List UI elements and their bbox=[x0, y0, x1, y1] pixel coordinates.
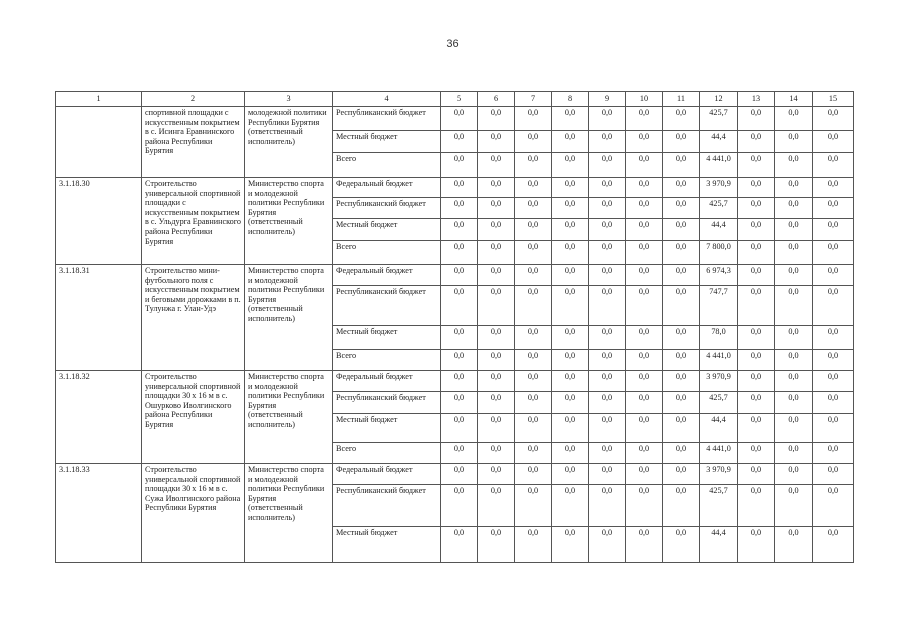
value-cell: 0,0 bbox=[775, 414, 813, 443]
value-cell: 0,0 bbox=[813, 350, 854, 371]
value-cell: 7 800,0 bbox=[700, 241, 738, 265]
value-cell: 0,0 bbox=[478, 350, 515, 371]
value-cell: 0,0 bbox=[813, 241, 854, 265]
value-cell: 0,0 bbox=[663, 350, 700, 371]
value-cell: 0,0 bbox=[552, 198, 589, 219]
value-cell: 0,0 bbox=[589, 464, 626, 485]
funding-source: Республиканский бюджет bbox=[333, 392, 441, 414]
value-cell: 0,0 bbox=[589, 241, 626, 265]
value-cell: 0,0 bbox=[589, 392, 626, 414]
column-header: 9 bbox=[589, 92, 626, 107]
table-row bbox=[56, 371, 854, 392]
value-cell: 0,0 bbox=[589, 414, 626, 443]
value-cell: 0,0 bbox=[626, 198, 663, 219]
value-cell: 0,0 bbox=[663, 371, 700, 392]
value-cell: 0,0 bbox=[738, 265, 775, 286]
column-header: 7 bbox=[515, 92, 552, 107]
value-cell: 0,0 bbox=[663, 527, 700, 563]
value-cell: 0,0 bbox=[738, 131, 775, 153]
value-cell: 0,0 bbox=[515, 527, 552, 563]
funding-source: Федеральный бюджет bbox=[333, 464, 441, 485]
value-cell: 0,0 bbox=[775, 153, 813, 178]
value-cell: 0,0 bbox=[775, 464, 813, 485]
value-cell: 0,0 bbox=[441, 485, 478, 527]
row-executor: молодежной политики Республики Бурятия (ответственный исполнитель) bbox=[245, 107, 333, 178]
row-name: спортивной площадки с искусственным покрытием в с. Исинга Еравнинского района Республики Бурятия bbox=[142, 107, 245, 178]
value-cell: 0,0 bbox=[626, 326, 663, 350]
value-cell: 0,0 bbox=[813, 371, 854, 392]
column-header: 1 bbox=[56, 92, 142, 107]
value-cell: 0,0 bbox=[663, 392, 700, 414]
value-cell: 0,0 bbox=[589, 350, 626, 371]
value-cell: 0,0 bbox=[552, 485, 589, 527]
value-cell: 0,0 bbox=[813, 198, 854, 219]
funding-source: Местный бюджет bbox=[333, 326, 441, 350]
value-cell: 0,0 bbox=[626, 131, 663, 153]
value-cell: 0,0 bbox=[441, 241, 478, 265]
value-cell: 0,0 bbox=[441, 265, 478, 286]
value-cell: 0,0 bbox=[775, 265, 813, 286]
value-cell: 0,0 bbox=[626, 485, 663, 527]
value-cell: 0,0 bbox=[478, 219, 515, 241]
value-cell: 0,0 bbox=[626, 371, 663, 392]
value-cell: 0,0 bbox=[552, 392, 589, 414]
row-code: 3.1.18.32 bbox=[56, 371, 142, 464]
row-name: Строительство универсальной спортивной площадки с искусственным покрытием в с. Ульдурга Еравнинского района Республики Бурятия bbox=[142, 178, 245, 265]
value-cell: 3 970,9 bbox=[700, 464, 738, 485]
value-cell: 0,0 bbox=[813, 527, 854, 563]
value-cell: 0,0 bbox=[626, 286, 663, 326]
value-cell: 3 970,9 bbox=[700, 178, 738, 198]
row-executor: Министерство спорта и молодежной политики Республики Бурятия (ответственный исполнитель) bbox=[245, 178, 333, 265]
value-cell: 0,0 bbox=[813, 443, 854, 464]
value-cell: 0,0 bbox=[589, 485, 626, 527]
value-cell: 0,0 bbox=[441, 286, 478, 326]
table-row bbox=[56, 464, 854, 485]
value-cell: 0,0 bbox=[478, 527, 515, 563]
value-cell: 44,4 bbox=[700, 131, 738, 153]
value-cell: 0,0 bbox=[813, 464, 854, 485]
column-header: 4 bbox=[333, 92, 441, 107]
value-cell: 0,0 bbox=[738, 198, 775, 219]
value-cell: 0,0 bbox=[775, 371, 813, 392]
value-cell: 0,0 bbox=[478, 443, 515, 464]
value-cell: 0,0 bbox=[552, 265, 589, 286]
row-executor: Министерство спорта и молодежной политики Республики Бурятия (ответственный исполнитель) bbox=[245, 371, 333, 464]
value-cell: 0,0 bbox=[515, 392, 552, 414]
value-cell: 0,0 bbox=[552, 326, 589, 350]
value-cell: 0,0 bbox=[478, 286, 515, 326]
value-cell: 0,0 bbox=[663, 178, 700, 198]
value-cell: 0,0 bbox=[626, 153, 663, 178]
row-name: Строительство мини-футбольного поля с искусственным покрытием и беговыми дорожками в п. Тулунжа г. Улан-Удэ bbox=[142, 265, 245, 371]
value-cell: 0,0 bbox=[813, 485, 854, 527]
value-cell: 0,0 bbox=[663, 153, 700, 178]
value-cell: 0,0 bbox=[775, 198, 813, 219]
funding-source: Всего bbox=[333, 241, 441, 265]
value-cell: 78,0 bbox=[700, 326, 738, 350]
funding-source: Республиканский бюджет bbox=[333, 198, 441, 219]
value-cell: 0,0 bbox=[552, 178, 589, 198]
value-cell: 0,0 bbox=[515, 265, 552, 286]
value-cell: 0,0 bbox=[813, 107, 854, 131]
value-cell: 0,0 bbox=[441, 350, 478, 371]
value-cell: 0,0 bbox=[552, 371, 589, 392]
value-cell: 0,0 bbox=[478, 178, 515, 198]
value-cell: 0,0 bbox=[626, 178, 663, 198]
value-cell: 0,0 bbox=[663, 265, 700, 286]
value-cell: 0,0 bbox=[626, 219, 663, 241]
value-cell: 0,0 bbox=[626, 265, 663, 286]
column-header: 14 bbox=[775, 92, 813, 107]
value-cell: 0,0 bbox=[478, 485, 515, 527]
value-cell: 0,0 bbox=[626, 241, 663, 265]
funding-source: Федеральный бюджет bbox=[333, 265, 441, 286]
funding-source: Федеральный бюджет bbox=[333, 178, 441, 198]
value-cell: 0,0 bbox=[478, 131, 515, 153]
column-header: 10 bbox=[626, 92, 663, 107]
value-cell: 0,0 bbox=[738, 443, 775, 464]
column-header: 6 bbox=[478, 92, 515, 107]
value-cell: 0,0 bbox=[552, 241, 589, 265]
value-cell: 0,0 bbox=[552, 153, 589, 178]
value-cell: 0,0 bbox=[515, 131, 552, 153]
value-cell: 0,0 bbox=[738, 178, 775, 198]
value-cell: 0,0 bbox=[478, 198, 515, 219]
column-header: 2 bbox=[142, 92, 245, 107]
value-cell: 0,0 bbox=[663, 414, 700, 443]
value-cell: 0,0 bbox=[478, 153, 515, 178]
value-cell: 0,0 bbox=[515, 286, 552, 326]
value-cell: 0,0 bbox=[813, 286, 854, 326]
value-cell: 425,7 bbox=[700, 485, 738, 527]
value-cell: 4 441,0 bbox=[700, 443, 738, 464]
value-cell: 0,0 bbox=[738, 153, 775, 178]
value-cell: 0,0 bbox=[589, 219, 626, 241]
value-cell: 0,0 bbox=[738, 527, 775, 563]
value-cell: 0,0 bbox=[515, 464, 552, 485]
value-cell: 0,0 bbox=[441, 219, 478, 241]
row-name: Строительство универсальной спортивной площадки 30 х 16 м в с. Ошурково Иволгинского района Республики Бурятия bbox=[142, 371, 245, 464]
value-cell: 0,0 bbox=[663, 464, 700, 485]
value-cell: 0,0 bbox=[738, 350, 775, 371]
value-cell: 0,0 bbox=[775, 443, 813, 464]
value-cell: 0,0 bbox=[738, 464, 775, 485]
value-cell: 0,0 bbox=[738, 241, 775, 265]
value-cell: 4 441,0 bbox=[700, 350, 738, 371]
value-cell: 0,0 bbox=[775, 219, 813, 241]
value-cell: 0,0 bbox=[589, 371, 626, 392]
value-cell: 0,0 bbox=[813, 131, 854, 153]
value-cell: 0,0 bbox=[813, 178, 854, 198]
value-cell: 0,0 bbox=[775, 286, 813, 326]
funding-source: Всего bbox=[333, 350, 441, 371]
value-cell: 0,0 bbox=[552, 350, 589, 371]
value-cell: 0,0 bbox=[589, 326, 626, 350]
funding-source: Республиканский бюджет bbox=[333, 107, 441, 131]
value-cell: 0,0 bbox=[552, 527, 589, 563]
value-cell: 0,0 bbox=[515, 485, 552, 527]
row-code: 3.1.18.33 bbox=[56, 464, 142, 563]
funding-source: Местный бюджет bbox=[333, 219, 441, 241]
value-cell: 0,0 bbox=[441, 107, 478, 131]
value-cell: 0,0 bbox=[813, 153, 854, 178]
value-cell: 0,0 bbox=[515, 414, 552, 443]
value-cell: 0,0 bbox=[626, 443, 663, 464]
table-row bbox=[56, 107, 854, 131]
value-cell: 0,0 bbox=[552, 414, 589, 443]
value-cell: 0,0 bbox=[775, 107, 813, 131]
column-header: 11 bbox=[663, 92, 700, 107]
value-cell: 0,0 bbox=[738, 219, 775, 241]
value-cell: 0,0 bbox=[813, 392, 854, 414]
value-cell: 0,0 bbox=[589, 265, 626, 286]
value-cell: 0,0 bbox=[515, 326, 552, 350]
value-cell: 0,0 bbox=[775, 241, 813, 265]
value-cell: 0,0 bbox=[478, 265, 515, 286]
value-cell: 0,0 bbox=[589, 527, 626, 563]
funding-source: Всего bbox=[333, 153, 441, 178]
value-cell: 6 974,3 bbox=[700, 265, 738, 286]
value-cell: 0,0 bbox=[813, 326, 854, 350]
value-cell: 0,0 bbox=[552, 107, 589, 131]
row-executor: Министерство спорта и молодежной политики Республики Бурятия (ответственный исполнитель) bbox=[245, 265, 333, 371]
column-header: 12 bbox=[700, 92, 738, 107]
value-cell: 0,0 bbox=[589, 443, 626, 464]
row-code: 3.1.18.31 bbox=[56, 265, 142, 371]
value-cell: 44,4 bbox=[700, 219, 738, 241]
value-cell: 0,0 bbox=[589, 153, 626, 178]
column-header: 8 bbox=[552, 92, 589, 107]
value-cell: 0,0 bbox=[738, 286, 775, 326]
value-cell: 0,0 bbox=[663, 485, 700, 527]
value-cell: 0,0 bbox=[441, 131, 478, 153]
value-cell: 0,0 bbox=[552, 131, 589, 153]
column-header: 13 bbox=[738, 92, 775, 107]
value-cell: 0,0 bbox=[738, 371, 775, 392]
value-cell: 0,0 bbox=[478, 371, 515, 392]
value-cell: 0,0 bbox=[515, 153, 552, 178]
value-cell: 0,0 bbox=[441, 414, 478, 443]
value-cell: 3 970,9 bbox=[700, 371, 738, 392]
value-cell: 0,0 bbox=[515, 371, 552, 392]
value-cell: 0,0 bbox=[626, 350, 663, 371]
value-cell: 0,0 bbox=[552, 286, 589, 326]
value-cell: 0,0 bbox=[813, 414, 854, 443]
column-header: 5 bbox=[441, 92, 478, 107]
funding-source: Федеральный бюджет bbox=[333, 371, 441, 392]
column-header: 3 bbox=[245, 92, 333, 107]
value-cell: 0,0 bbox=[663, 443, 700, 464]
value-cell: 0,0 bbox=[775, 350, 813, 371]
value-cell: 0,0 bbox=[738, 107, 775, 131]
value-cell: 0,0 bbox=[441, 326, 478, 350]
value-cell: 0,0 bbox=[478, 464, 515, 485]
header-row bbox=[56, 92, 854, 107]
value-cell: 0,0 bbox=[589, 131, 626, 153]
value-cell: 44,4 bbox=[700, 414, 738, 443]
page-number: 36 bbox=[446, 38, 459, 50]
value-cell: 0,0 bbox=[515, 107, 552, 131]
funding-source: Республиканский бюджет bbox=[333, 286, 441, 326]
value-cell: 425,7 bbox=[700, 198, 738, 219]
row-executor: Министерство спорта и молодежной политики Республики Бурятия (ответственный исполнитель) bbox=[245, 464, 333, 563]
value-cell: 0,0 bbox=[775, 485, 813, 527]
value-cell: 0,0 bbox=[552, 443, 589, 464]
funding-source: Местный бюджет bbox=[333, 131, 441, 153]
value-cell: 0,0 bbox=[626, 527, 663, 563]
value-cell: 0,0 bbox=[478, 326, 515, 350]
value-cell: 0,0 bbox=[663, 326, 700, 350]
funding-source: Республиканский бюджет bbox=[333, 485, 441, 527]
value-cell: 0,0 bbox=[663, 286, 700, 326]
value-cell: 0,0 bbox=[441, 153, 478, 178]
value-cell: 0,0 bbox=[515, 350, 552, 371]
value-cell: 0,0 bbox=[775, 326, 813, 350]
value-cell: 0,0 bbox=[515, 198, 552, 219]
value-cell: 0,0 bbox=[663, 241, 700, 265]
row-name: Строительство универсальной спортивной площадки 30 х 16 м в с. Сужа Иволгинского района Республики Бурятия bbox=[142, 464, 245, 563]
value-cell: 0,0 bbox=[478, 392, 515, 414]
value-cell: 0,0 bbox=[626, 107, 663, 131]
value-cell: 425,7 bbox=[700, 107, 738, 131]
value-cell: 0,0 bbox=[478, 107, 515, 131]
value-cell: 0,0 bbox=[441, 464, 478, 485]
value-cell: 0,0 bbox=[441, 198, 478, 219]
column-header: 15 bbox=[813, 92, 854, 107]
value-cell: 0,0 bbox=[626, 464, 663, 485]
value-cell: 0,0 bbox=[515, 219, 552, 241]
value-cell: 0,0 bbox=[589, 286, 626, 326]
value-cell: 425,7 bbox=[700, 392, 738, 414]
value-cell: 0,0 bbox=[441, 527, 478, 563]
value-cell: 0,0 bbox=[441, 178, 478, 198]
row-code bbox=[56, 107, 142, 178]
value-cell: 0,0 bbox=[626, 414, 663, 443]
value-cell: 0,0 bbox=[738, 326, 775, 350]
value-cell: 0,0 bbox=[589, 107, 626, 131]
value-cell: 0,0 bbox=[478, 241, 515, 265]
value-cell: 0,0 bbox=[738, 414, 775, 443]
value-cell: 0,0 bbox=[775, 131, 813, 153]
value-cell: 0,0 bbox=[813, 265, 854, 286]
value-cell: 0,0 bbox=[552, 219, 589, 241]
value-cell: 0,0 bbox=[626, 392, 663, 414]
value-cell: 0,0 bbox=[775, 178, 813, 198]
value-cell: 0,0 bbox=[663, 198, 700, 219]
value-cell: 0,0 bbox=[589, 198, 626, 219]
table-row bbox=[56, 265, 854, 286]
value-cell: 0,0 bbox=[589, 178, 626, 198]
budget-table bbox=[55, 91, 854, 563]
value-cell: 0,0 bbox=[775, 527, 813, 563]
value-cell: 0,0 bbox=[663, 131, 700, 153]
value-cell: 0,0 bbox=[738, 485, 775, 527]
value-cell: 0,0 bbox=[775, 392, 813, 414]
funding-source: Местный бюджет bbox=[333, 414, 441, 443]
value-cell: 44,4 bbox=[700, 527, 738, 563]
value-cell: 0,0 bbox=[663, 107, 700, 131]
value-cell: 0,0 bbox=[515, 241, 552, 265]
value-cell: 0,0 bbox=[478, 414, 515, 443]
funding-source: Всего bbox=[333, 443, 441, 464]
value-cell: 4 441,0 bbox=[700, 153, 738, 178]
value-cell: 0,0 bbox=[663, 219, 700, 241]
value-cell: 0,0 bbox=[813, 219, 854, 241]
value-cell: 0,0 bbox=[441, 443, 478, 464]
value-cell: 0,0 bbox=[441, 371, 478, 392]
row-code: 3.1.18.30 bbox=[56, 178, 142, 265]
value-cell: 747,7 bbox=[700, 286, 738, 326]
value-cell: 0,0 bbox=[738, 392, 775, 414]
value-cell: 0,0 bbox=[515, 178, 552, 198]
value-cell: 0,0 bbox=[441, 392, 478, 414]
funding-source: Местный бюджет bbox=[333, 527, 441, 563]
value-cell: 0,0 bbox=[552, 464, 589, 485]
value-cell: 0,0 bbox=[515, 443, 552, 464]
table-row bbox=[56, 178, 854, 198]
